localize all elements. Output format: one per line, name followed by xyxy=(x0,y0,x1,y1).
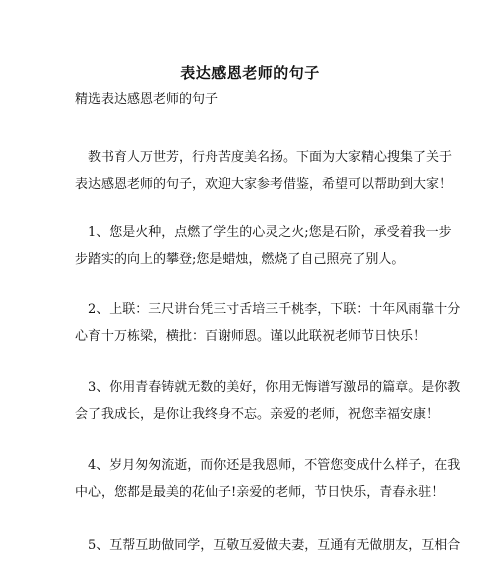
intro-paragraph xyxy=(75,144,453,198)
paragraph-line: 5、互帮互助做同学，互敬互爱做夫妻，互通有无做朋友，互相合 xyxy=(88,538,461,553)
paragraph-line: 2、上联：三尺讲台凭三寸舌培三千桃李，下联：十年风雨靠十分 xyxy=(88,302,461,317)
paragraph-line: 心育十万栋梁，横批：百谢师恩。谨以此联祝老师节日快乐！ xyxy=(75,329,427,344)
quote-paragraph-1 xyxy=(75,219,452,273)
paragraph-line: 4、岁月匆匆流逝，而你还是我恩师，不管您变成什么样子，在我 xyxy=(88,458,461,473)
paragraph-line: 表达感恩老师的句子，欢迎大家参考借鉴，希望可以帮助到大家！ xyxy=(75,177,453,192)
quote-paragraph-3 xyxy=(75,374,461,428)
quote-paragraph-5 xyxy=(75,532,461,559)
paragraph-line: 教书育人万世芳，行舟苦度美名扬。下面为大家精心搜集了关于 xyxy=(88,150,453,165)
paragraph-line: 1、您是火种，点燃了学生的心灵之火;您是石阶，承受着我一步 xyxy=(88,225,452,240)
quote-paragraph-2 xyxy=(75,296,461,350)
paragraph-line: 中心，您都是最美的花仙子!亲爱的老师，节日快乐，青春永驻！ xyxy=(75,485,445,500)
paragraph-line: 3、你用青春铸就无数的美好，你用无悔谱写激昂的篇章。是你教 xyxy=(88,380,461,395)
document-subtitle: 精选表达感恩老师的句子 xyxy=(75,92,219,107)
page-title: 表达感恩老师的句子 xyxy=(180,64,320,82)
quote-paragraph-4 xyxy=(75,452,461,506)
paragraph-line: 步踏实的向上的攀登;您是蜡烛，燃烧了自己照亮了别人。 xyxy=(75,252,405,267)
paragraph-line: 会了我成长，是你让我终身不忘。亲爱的老师，祝您幸福安康！ xyxy=(75,407,440,422)
